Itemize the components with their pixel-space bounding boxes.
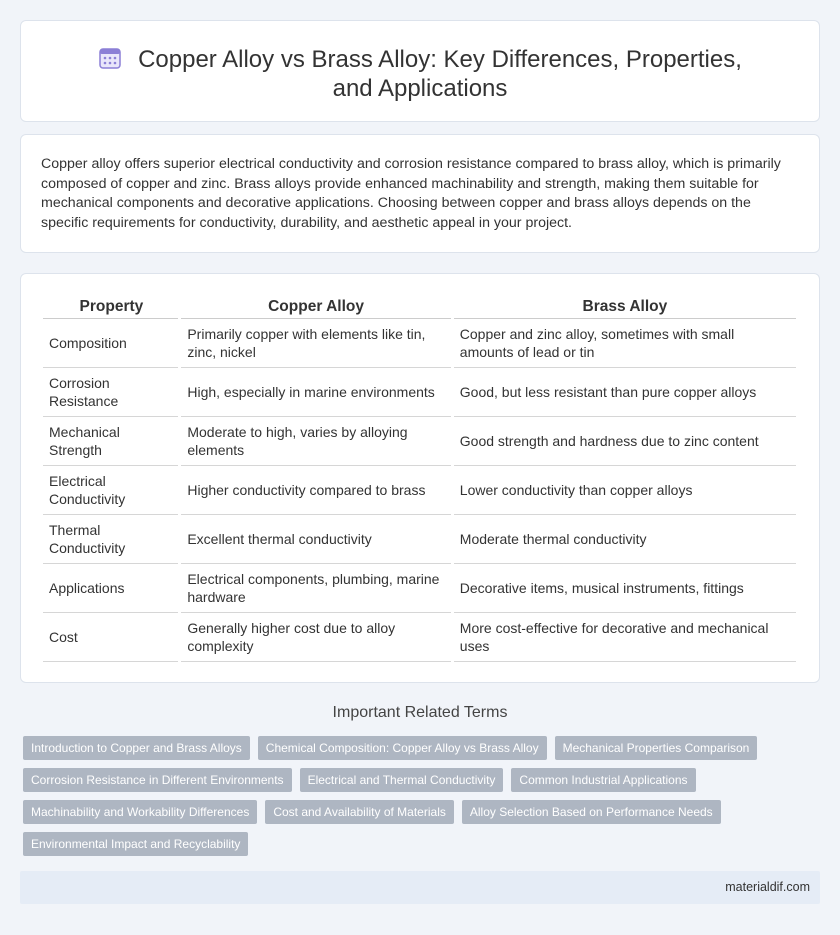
- page-title-block: [21, 45, 819, 103]
- row-copper-value: Excellent thermal conductivity: [180, 514, 452, 563]
- row-copper-value: Generally higher cost due to alloy complexity: [180, 612, 452, 661]
- comparison-table: [43, 296, 799, 662]
- page-title: Copper Alloy vs Brass Alloy: Key Differences, Properties, and Applications: [138, 46, 742, 102]
- row-brass-value: Moderate thermal conductivity: [452, 514, 797, 563]
- header-copper-alloy: Copper Alloy: [180, 296, 452, 318]
- related-term-tag[interactable]: Chemical Composition: Copper Alloy vs Brass Alloy: [258, 736, 547, 760]
- row-brass-value: More cost-effective for decorative and mechanical uses: [452, 612, 797, 661]
- header-property: Property: [43, 296, 180, 318]
- related-term-tag[interactable]: Cost and Availability of Materials: [265, 800, 454, 824]
- related-term-tag[interactable]: Electrical and Thermal Conductivity: [300, 768, 504, 792]
- table-row: [43, 367, 798, 416]
- row-copper-value: Moderate to high, varies by alloying elements: [180, 416, 452, 465]
- related-term-tag[interactable]: Mechanical Properties Comparison: [555, 736, 758, 760]
- calendar-grid-icon: [98, 46, 122, 70]
- title-card: [20, 20, 820, 122]
- row-copper-value: Higher conductivity compared to brass: [180, 465, 452, 514]
- intro-card: [20, 134, 820, 253]
- related-term-tag[interactable]: Introduction to Copper and Brass Alloys: [23, 736, 250, 760]
- row-property: Cost: [43, 612, 180, 661]
- related-term-tag[interactable]: Corrosion Resistance in Different Environments: [23, 768, 292, 792]
- table-header-row: [43, 296, 798, 318]
- related-terms-list: [23, 736, 813, 864]
- row-property: Thermal Conductivity: [43, 514, 180, 563]
- related-term-tag[interactable]: Machinability and Workability Differences: [23, 800, 257, 824]
- row-property: Composition: [43, 318, 180, 367]
- related-term-tag[interactable]: Alloy Selection Based on Performance Needs: [462, 800, 721, 824]
- footer: [20, 871, 820, 904]
- comparison-table-card: [20, 273, 820, 683]
- footer-site-link[interactable]: materialdif.com: [725, 880, 810, 894]
- table-row: [43, 318, 798, 367]
- row-property: Applications: [43, 563, 180, 612]
- related-term-tag[interactable]: Environmental Impact and Recyclability: [23, 832, 248, 856]
- table-row: [43, 563, 798, 612]
- row-copper-value: Primarily copper with elements like tin, zinc, nickel: [180, 318, 452, 367]
- header-brass-alloy: Brass Alloy: [452, 296, 797, 318]
- related-terms-heading: Important Related Terms: [332, 704, 508, 721]
- table-row: [43, 612, 798, 661]
- row-brass-value: Lower conductivity than copper alloys: [452, 465, 797, 514]
- row-property: Mechanical Strength: [43, 416, 180, 465]
- row-brass-value: Good strength and hardness due to zinc content: [452, 416, 797, 465]
- row-copper-value: High, especially in marine environments: [180, 367, 452, 416]
- row-brass-value: Good, but less resistant than pure copper alloys: [452, 367, 797, 416]
- related-term-tag[interactable]: Common Industrial Applications: [511, 768, 695, 792]
- row-brass-value: Copper and zinc alloy, sometimes with small amounts of lead or tin: [452, 318, 797, 367]
- table-row: [43, 514, 798, 563]
- intro-paragraph: Copper alloy offers superior electrical conductivity and corrosion resistance compared to brass alloy, which is primarily composed of copper and zinc. Brass alloys provide enhanced machinability and strength, making them suitable for mechanical components and decorative applications. Choosing between copper and brass alloys depends on the specific requirements for conductivity, durability, and aesthetic appeal in your project.: [41, 156, 781, 231]
- row-property: Electrical Conductivity: [43, 465, 180, 514]
- row-brass-value: Decorative items, musical instruments, fittings: [452, 563, 797, 612]
- row-copper-value: Electrical components, plumbing, marine hardware: [180, 563, 452, 612]
- row-property: Corrosion Resistance: [43, 367, 180, 416]
- table-row: [43, 416, 798, 465]
- table-row: [43, 465, 798, 514]
